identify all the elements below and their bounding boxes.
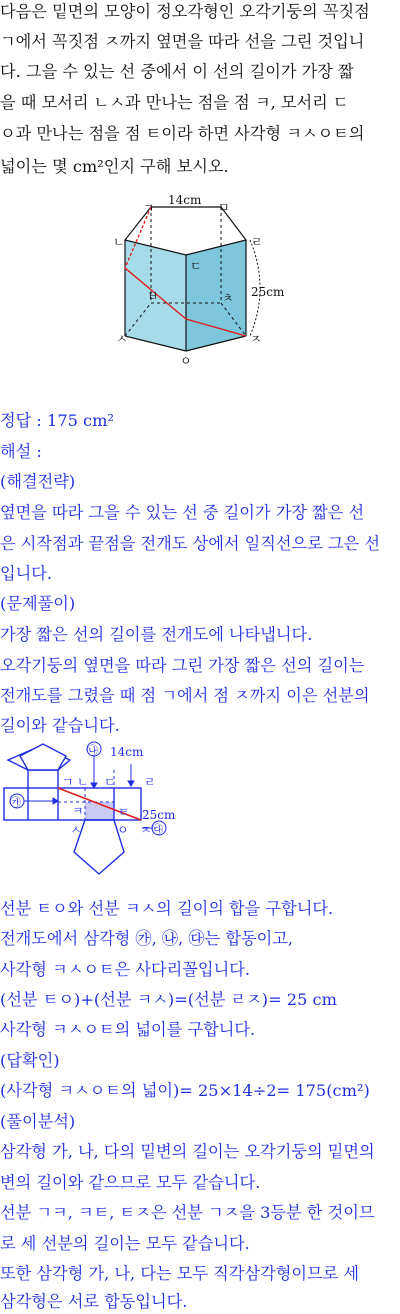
solution-heading: (문제풀이) — [0, 594, 76, 613]
problem-line-5: ㅇ과 만나는 점을 점 ㅌ이라 하면 사각형 ㅋㅅㅇㅌ의 — [0, 124, 365, 143]
strategy-heading: (해결전략) — [0, 472, 76, 491]
net-marker-da: ㉰ — [152, 823, 163, 836]
vertex-label-n: ㄴ — [113, 235, 125, 249]
vertex-label-d: ㄷ — [190, 259, 202, 273]
net-vertex-k: ㅋ — [72, 804, 84, 818]
analysis-heading: (풀이분석) — [0, 1112, 76, 1131]
net-vertex-d: ㄷ — [104, 775, 116, 789]
net-marker-ga: ㉮ — [10, 796, 21, 809]
problem-line-3: 다. 그을 수 있는 선 중에서 이 선의 길이가 가장 짧 — [0, 62, 354, 81]
strategy-line-2: 은 시작점과 끝점을 전개도 상에서 일직선으로 그은 선 — [0, 534, 381, 553]
prism-front-right-face — [186, 240, 246, 351]
net-vertex-r: ㄹ — [144, 775, 156, 789]
analysis-line-6: 삼각형은 서로 합동입니다. — [0, 1292, 188, 1311]
strategy-line-1: 옆면을 따라 그을 수 있는 선 중 길이가 가장 짧은 선 — [0, 503, 365, 522]
problem-line-1: 다음은 밑면의 모양이 정오각형인 오각기둥의 꼭짓점 — [0, 2, 370, 21]
solution-line-1: 가장 짧은 선의 길이를 전개도에 나타냅니다. — [0, 625, 313, 644]
body-line-5: 사각형 ㅋㅅㅇㅌ의 넓이를 구합니다. — [0, 1020, 256, 1039]
problem-line-4: 을 때 모서리 ㄴㅅ과 만나는 점을 점 ㅋ, 모서리 ㄷ — [0, 93, 349, 112]
net-vertex-t: ㅌ — [118, 805, 130, 819]
net-width-label: 14cm — [110, 745, 144, 759]
problem-line-2: ㄱ에서 꼭짓점 ㅈ까지 옆면을 따라 선을 그린 것입니 — [0, 32, 365, 51]
vertex-label-m: ㅁ — [218, 201, 230, 215]
net-height-label: 25cm — [142, 808, 176, 822]
analysis-line-2: 변의 길이와 같으므로 모두 같습니다. — [0, 1173, 261, 1192]
prism-height-label: 25cm — [251, 285, 285, 299]
net-vertex-g: ㄱ — [62, 775, 74, 789]
vertex-label-b: ㅂ — [147, 289, 159, 303]
check-heading: (답확인) — [0, 1051, 60, 1070]
net-vertex-j: ㅈ — [140, 823, 152, 837]
analysis-line-3: 선분 ㄱㅋ, ㅋㅌ, ㅌㅈ은 선분 ㄱㅈ을 3등분 한 것이므 — [0, 1203, 375, 1222]
check-line: (사각형 ㅋㅅㅇㅌ의 넓이)= 25×14÷2= 175(cm²) — [0, 1081, 370, 1100]
prism-net-figure — [0, 740, 180, 885]
analysis-line-5: 또한 삼각형 가, 나, 다는 모두 직각삼각형이므로 세 — [0, 1264, 360, 1283]
pentagonal-prism-figure — [110, 190, 300, 370]
vertex-label-s: ㅅ — [116, 332, 128, 346]
solution-line-3: 전개도를 그렸을 때 점 ㄱ에서 점 ㅈ까지 이은 선분의 — [0, 686, 370, 705]
vertex-label-r: ㄹ — [251, 235, 263, 249]
vertex-label-ch: ㅊ — [222, 291, 234, 305]
solution-line-4: 길이와 같습니다. — [0, 716, 120, 735]
answer-line: 정답 : 175 cm² — [0, 411, 114, 430]
analysis-line-1: 삼각형 가, 나, 다의 밑변의 길이는 오각기둥의 밑면의 — [0, 1142, 375, 1161]
body-line-3: 사각형 ㅋㅅㅇㅌ은 사다리꼴입니다. — [0, 960, 250, 979]
body-line-1: 선분 ㅌㅇ와 선분 ㅋㅅ의 길이의 합을 구합니다. — [0, 899, 334, 918]
analysis-line-4: 로 세 선분의 길이는 모두 같습니다. — [0, 1234, 250, 1253]
net-top-pentagon — [20, 744, 66, 770]
net-marker-na: ㉯ — [87, 744, 98, 757]
vertex-label-o: ㅇ — [180, 354, 192, 368]
solution-line-2: 오각기둥의 옆면을 따라 그린 가장 짧은 선의 길이는 — [0, 656, 365, 675]
body-line-2: 전개도에서 삼각형 ㉮, ㉯, ㉰는 합동이고, — [0, 929, 294, 948]
net-vertex-s: ㅅ — [70, 823, 82, 837]
vertex-label-j: ㅈ — [250, 332, 262, 346]
prism-edge-length-label: 14cm — [168, 193, 202, 207]
problem-line-6: 넓이는 몇 cm²인지 구해 보시오. — [0, 157, 229, 176]
explanation-label: 해설 : — [0, 442, 42, 461]
strategy-line-3: 입니다. — [0, 564, 53, 583]
vertex-label-g: ㄱ — [143, 201, 155, 215]
net-vertex-n: ㄴ — [77, 775, 89, 789]
body-line-4: (선분 ㅌㅇ)+(선분 ㅋㅅ)=(선분 ㄹㅈ)= 25 cm — [0, 990, 337, 1009]
net-vertex-o: ㅇ — [117, 823, 129, 837]
